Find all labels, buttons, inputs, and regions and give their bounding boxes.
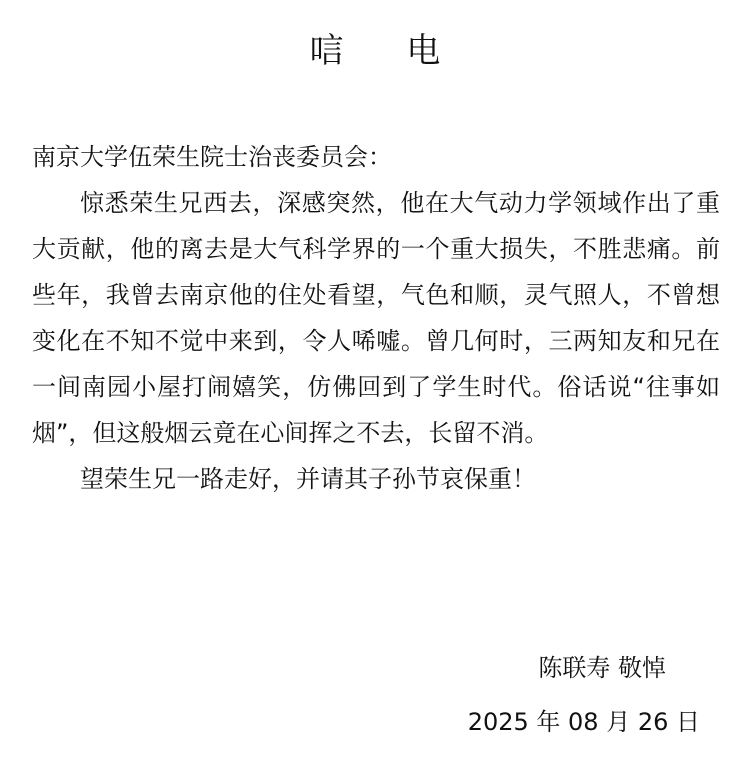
- letter-body: [32, 134, 720, 502]
- letter-title: 唁 电: [309, 31, 467, 71]
- letter-date: 2025 年 08 月 26 日: [467, 708, 700, 736]
- body-paragraph-2: 望荣生兄一路走好，并请其子孙节哀保重！: [80, 465, 536, 493]
- body-paragraph-1: 惊悉荣生兄西去，深感突然，他在大气动力学领域作出了重大贡献，他的离去是大气科学界的一个重大损失，不胜悲痛。前些年，我曾去南京他的住处看望，气色和顺，灵气照人，不曾想变化在不知不觉中来到，令人唏嘘。曾几何时，三两知友和兄在一间南园小屋打闹嬉笑，仿佛回到了学生时代。俗话说“往事如烟”，但这般烟云竟在心间挥之不去，长留不消。: [32, 189, 720, 447]
- salutation: 南京大学伍荣生院士治丧委员会：: [32, 143, 392, 171]
- signature: 陈联寿 敬悼: [538, 654, 666, 682]
